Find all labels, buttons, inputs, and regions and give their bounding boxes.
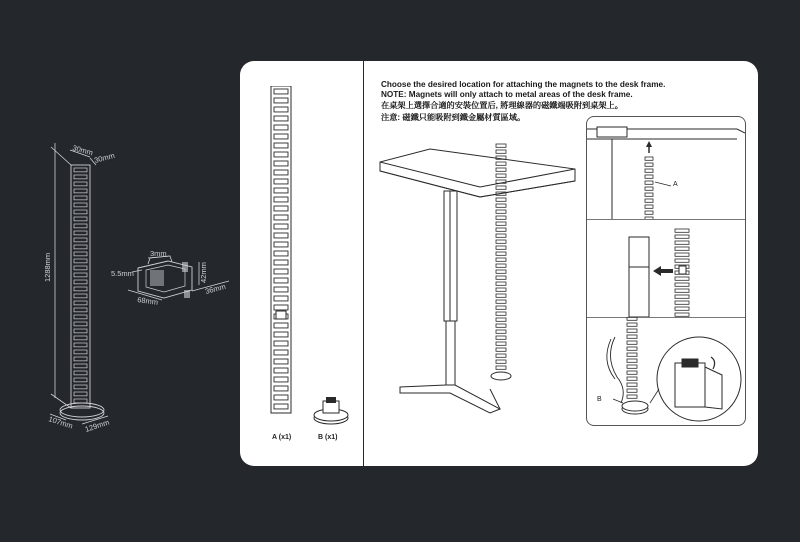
- base-b-label: 129mm: [83, 417, 111, 434]
- arrow-left-icon: [653, 266, 661, 276]
- instruction-line-3: 在桌架上選擇合適的安裝位置后, 將理線器的磁鐵端吸附到桌架上。: [381, 100, 623, 110]
- instruction-line-4: 注意: 磁鐵只能吸附到鐵金屬材質區域。: [381, 113, 526, 123]
- panel-3-drawing: [587, 317, 745, 425]
- callout-b: B: [597, 396, 602, 403]
- height-label: 1288mm: [43, 252, 52, 282]
- part-b-label: B (x1): [318, 434, 338, 441]
- link-detail-drawing: [138, 256, 192, 298]
- link-width-label: 68mm: [136, 295, 159, 307]
- arrow-up-icon: [646, 141, 652, 147]
- height-dimension-line: [51, 143, 71, 408]
- spine-outline: [60, 165, 104, 420]
- instruction-card: [240, 61, 758, 466]
- panel-2-drawing: [587, 219, 745, 317]
- instruction-line-1: Choose the desired location for attaching the magnets to the desk frame.: [381, 80, 666, 89]
- step-panels: [586, 116, 746, 426]
- link-depth-label: 36mm: [204, 281, 227, 296]
- part-a-label: A (x1): [272, 434, 292, 441]
- base-a-label: 107mm: [47, 414, 74, 431]
- link-side-label: 5.5mm: [111, 269, 134, 278]
- part-a-drawing: [266, 86, 296, 426]
- link-height-label: 42mm: [199, 262, 208, 283]
- panel-1-drawing: [587, 117, 745, 219]
- callout-a: A: [673, 181, 678, 188]
- top-width-label: 30mm: [71, 143, 94, 158]
- dimension-drawing: [0, 0, 240, 542]
- instruction-line-2: NOTE: Magnets will only attach to metal areas of the desk frame.: [381, 90, 633, 100]
- section-divider: [363, 61, 364, 466]
- desk-illustration: [370, 139, 585, 414]
- part-b-drawing: [311, 393, 351, 433]
- link-gap-label: 3mm: [150, 249, 167, 258]
- top-depth-label: 30mm: [93, 150, 116, 165]
